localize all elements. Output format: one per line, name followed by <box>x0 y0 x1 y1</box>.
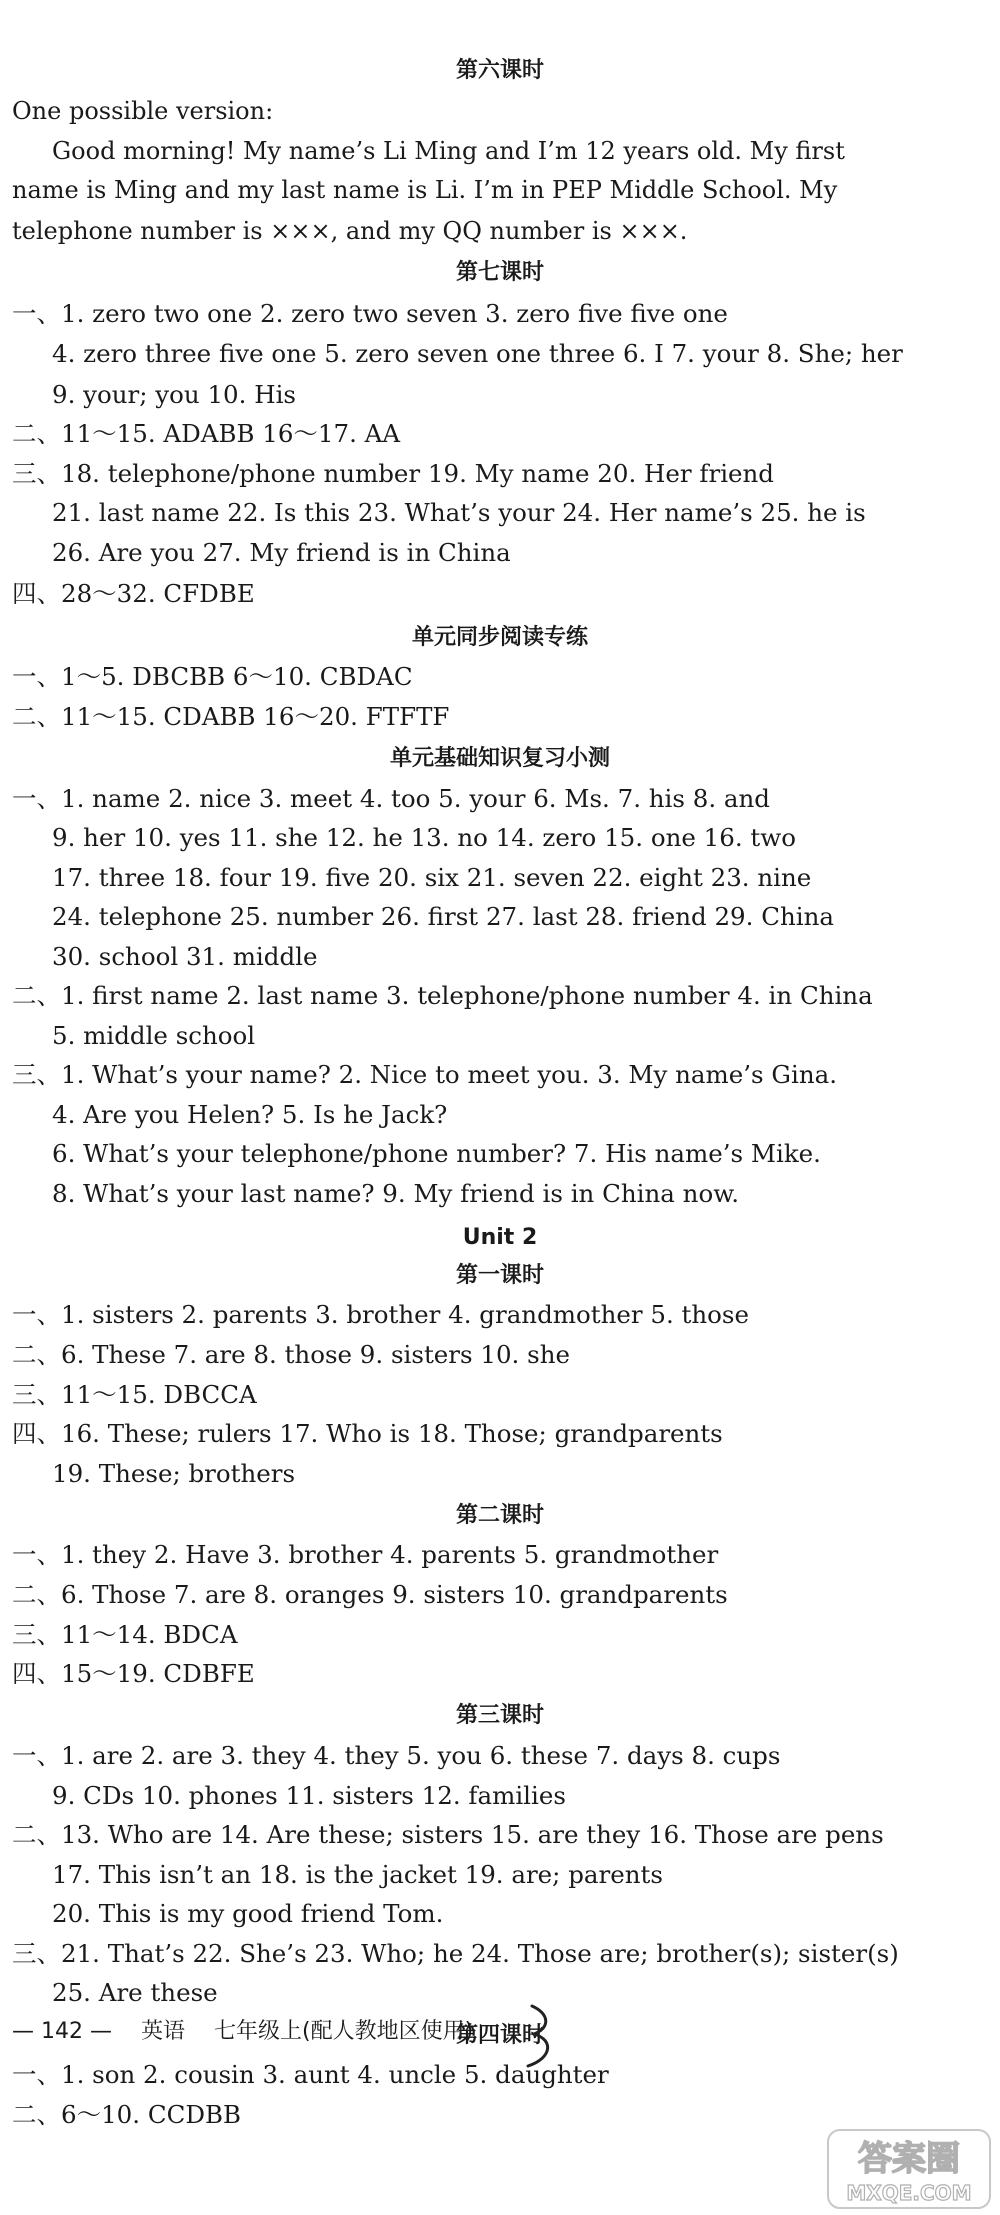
answer-line: 9. your; you 10. His <box>52 380 296 409</box>
answer-line: name is Ming and my last name is Li. I’m in PEP Middle School. My <box>12 176 838 204</box>
answer-line: 4. zero three five one 5. zero seven one three 6. I 7. your 8. She; her <box>52 339 903 368</box>
section-heading: 第二课时 <box>455 1503 544 1528</box>
answer-line: 9. CDs 10. phones 11. sisters 12. families <box>52 1781 566 1810</box>
answer-line: 一、1. zero two one 2. zero two seven 3. zero five five one <box>12 299 728 328</box>
answer-line: 20. This is my good friend Tom. <box>52 1899 444 1928</box>
answer-line: 9. her 10. yes 11. she 12. he 13. no 14. zero 15. one 16. two <box>52 823 796 852</box>
answer-line: 二、6～10. CCDBB <box>12 2100 241 2129</box>
answer-line: 4. Are you Helen? 5. Is he Jack? <box>52 1100 448 1129</box>
section-heading: Unit 2 <box>462 1225 538 1250</box>
section-heading: 第六课时 <box>455 58 544 83</box>
answer-line: 二、1. first name 2. last name 3. telephone/phone number 4. in China <box>12 981 873 1010</box>
answer-line: 21. last name 22. Is this 23. What’s your 24. Her name’s 25. he is <box>52 498 866 527</box>
answer-line: 8. What’s your last name? 9. My friend is in China now. <box>52 1179 740 1208</box>
section-heading: 第一课时 <box>455 1263 544 1288</box>
answer-line: 一、1～5. DBCBB 6～10. CBDAC <box>12 662 413 691</box>
section-heading: 单元同步阅读专练 <box>411 625 588 650</box>
answer-line: 三、18. telephone/phone number 19. My name 20. Her friend <box>12 459 774 488</box>
answer-line: telephone number is ×××, and my QQ number is ×××. <box>12 217 688 245</box>
section-heading: 单元基础知识复习小测 <box>389 746 610 771</box>
answer-line: One possible version: <box>12 97 274 125</box>
footer-subject: 英语 <box>140 2019 185 2044</box>
answer-line: 四、15～19. CDBFE <box>12 1659 255 1688</box>
answer-line: 17. This isn’t an 18. is the jacket 19. are; parents <box>52 1860 663 1889</box>
answer-line: 二、6. Those 7. are 8. oranges 9. sisters 10. grandparents <box>12 1580 728 1609</box>
watermark-logo <box>824 2126 994 2212</box>
answer-line: 二、11～15. CDABB 16～20. FTFTF <box>12 702 450 731</box>
answer-line: 24. telephone 25. number 26. first 27. last 28. friend 29. China <box>52 902 834 931</box>
answer-line: 二、13. Who are 14. Are these; sisters 15. are they 16. Those are pens <box>12 1820 884 1849</box>
answer-line: 一、1. are 2. are 3. they 4. they 5. you 6. these 7. days 8. cups <box>12 1741 781 1770</box>
answer-line: 二、6. These 7. are 8. those 9. sisters 10. she <box>12 1340 570 1369</box>
answer-line: 四、28～32. CFDBE <box>12 579 255 608</box>
answer-line: 一、1. son 2. cousin 3. aunt 4. uncle 5. daughter <box>12 2060 609 2089</box>
section-heading: 第三课时 <box>455 1703 544 1728</box>
handwritten-mark <box>520 2000 560 2070</box>
answer-line: 6. What’s your telephone/phone number? 7. His name’s Mike. <box>52 1139 821 1168</box>
footer-grade: 七年级上(配人教地区使用) <box>214 2019 474 2044</box>
answer-line: 一、1. they 2. Have 3. brother 4. parents 5. grandmother <box>12 1540 719 1569</box>
svg-text:MXQE.COM: MXQE.COM <box>846 2181 972 2205</box>
answer-line: 26. Are you 27. My friend is in China <box>52 538 511 567</box>
answer-line: 三、11～14. BDCA <box>12 1620 238 1649</box>
section-heading: 第四课时 <box>455 2023 544 2048</box>
answer-line: 5. middle school <box>52 1021 256 1050</box>
answer-line: 19. These; brothers <box>52 1459 296 1488</box>
page-footer <box>12 2012 495 2052</box>
svg-text:答案圈: 答案圈 <box>858 2139 960 2179</box>
answer-line: 三、1. What’s your name? 2. Nice to meet you. 3. My name’s Gina. <box>12 1060 837 1089</box>
answer-line: 四、16. These; rulers 17. Who is 18. Those; grandparents <box>12 1419 723 1448</box>
answer-line: 三、11～15. DBCCA <box>12 1380 257 1409</box>
answer-line: 一、1. sisters 2. parents 3. brother 4. grandmother 5. those <box>12 1300 749 1329</box>
section-heading: 第七课时 <box>455 260 544 285</box>
answer-line: 二、11～15. ADABB 16～17. AA <box>12 419 401 448</box>
answer-line: 30. school 31. middle <box>52 942 318 971</box>
answer-line: 一、1. name 2. nice 3. meet 4. too 5. your 6. Ms. 7. his 8. and <box>12 784 770 813</box>
answer-line: Good morning! My name’s Li Ming and I’m 12 years old. My first <box>52 137 845 165</box>
answer-line: 17. three 18. four 19. five 20. six 21. seven 22. eight 23. nine <box>52 863 812 892</box>
page-number: — 142 — <box>12 2019 112 2044</box>
answer-line: 三、21. That’s 22. She’s 23. Who; he 24. Those are; brother(s); sister(s) <box>12 1939 899 1968</box>
answer-line: 25. Are these <box>52 1978 218 2007</box>
